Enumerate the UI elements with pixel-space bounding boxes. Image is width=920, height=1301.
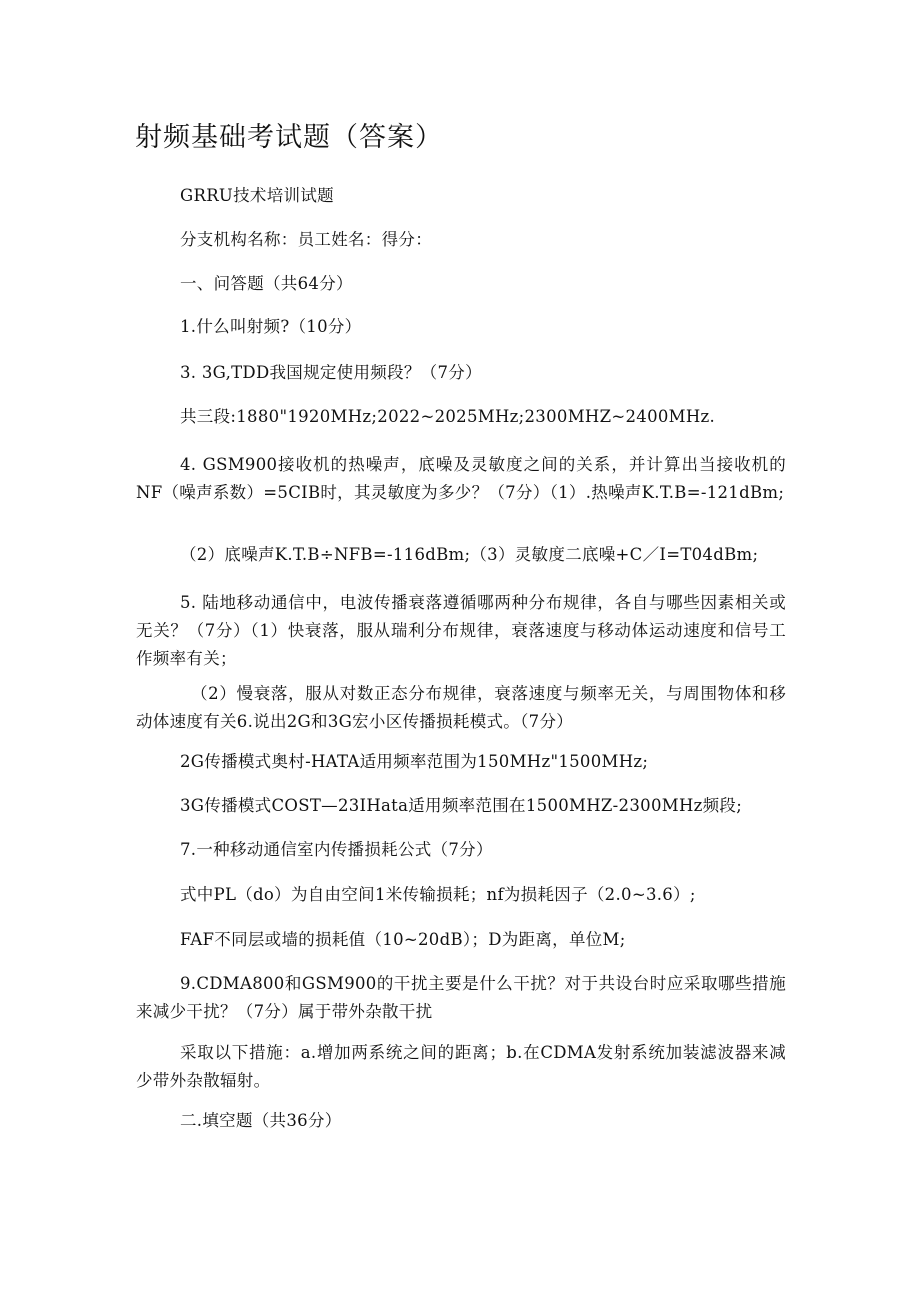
question-3: 3. 3G,TDD我国规定使用频段？（7分） [180,363,482,382]
question-4: 4. GSM900接收机的热噪声，底噪及灵敏度之间的关系，并计算出当接收机的NF（噪声系数）=5CIB时，其灵敏度为多少？（7分）（1）.热噪声K.T.B=-121dBm; [136,455,786,502]
question-1: 1.什么叫射频?（10分） [180,317,362,336]
section-heading-qa: 一、问答题（共64分） [180,274,353,293]
question-9: 9.CDMA800和GSM900的干扰主要是什么干扰？对于共设台时应采取哪些措施来减少干扰？（7分）属于带外杂散干扰 [136,974,786,1021]
answer-6-2g: 2G传播模式奥村-HATA适用频率范围为150MHz"1500MHz; [180,752,649,771]
section-heading-fill-blank: 二.填空题（共36分） [180,1111,342,1130]
answer-4: （2）底噪声K.T.B÷NFB=-116dBm;（3）灵敏度二底噪+C／I=T04dBm; [180,545,759,564]
answer-5-question-6: （2）慢衰落，服从对数正态分布规律，衰落速度与频率无关，与周围物体和移动体速度有关6.说出2G和3G宏小区传播损耗模式。（7分） [136,684,786,731]
answer-6-3g: 3G传播模式COST—23IHata适用频率范围在1500MHZ-2300MHz频段; [180,796,743,815]
document-title: 射频基础考试题（答案） [135,122,443,153]
paragraph-training-title: GRRU技术培训试题 [180,186,334,205]
question-7: 7.一种移动通信室内传播损耗公式（7分） [180,840,493,859]
answer-9: 采取以下措施：a.增加两系统之间的距离；b.在CDMA发射系统加装滤波器来减少带外杂散辐射。 [136,1043,786,1090]
answer-7-faf: FAF不同层或墙的损耗值（10~20dB）；D为距离，单位M; [180,930,626,949]
answer-3: 共三段:1880"1920MHz;2022~2025MHz;2300MHZ~2400MHz. [180,407,716,426]
question-5: 5. 陆地移动通信中，电波传播衰落遵循哪两种分布规律，各自与哪些因素相关或无关？（7分）（1）快衰落，服从瑞利分布规律，衰落速度与移动体运动速度和信号工作频率有关； [136,593,786,668]
paragraph-header-fields: 分支机构名称：员工姓名：得分： [180,230,432,249]
answer-7-pl: 式中PL（do）为自由空间1米传输损耗；nf为损耗因子（2.0~3.6）; [180,885,696,904]
